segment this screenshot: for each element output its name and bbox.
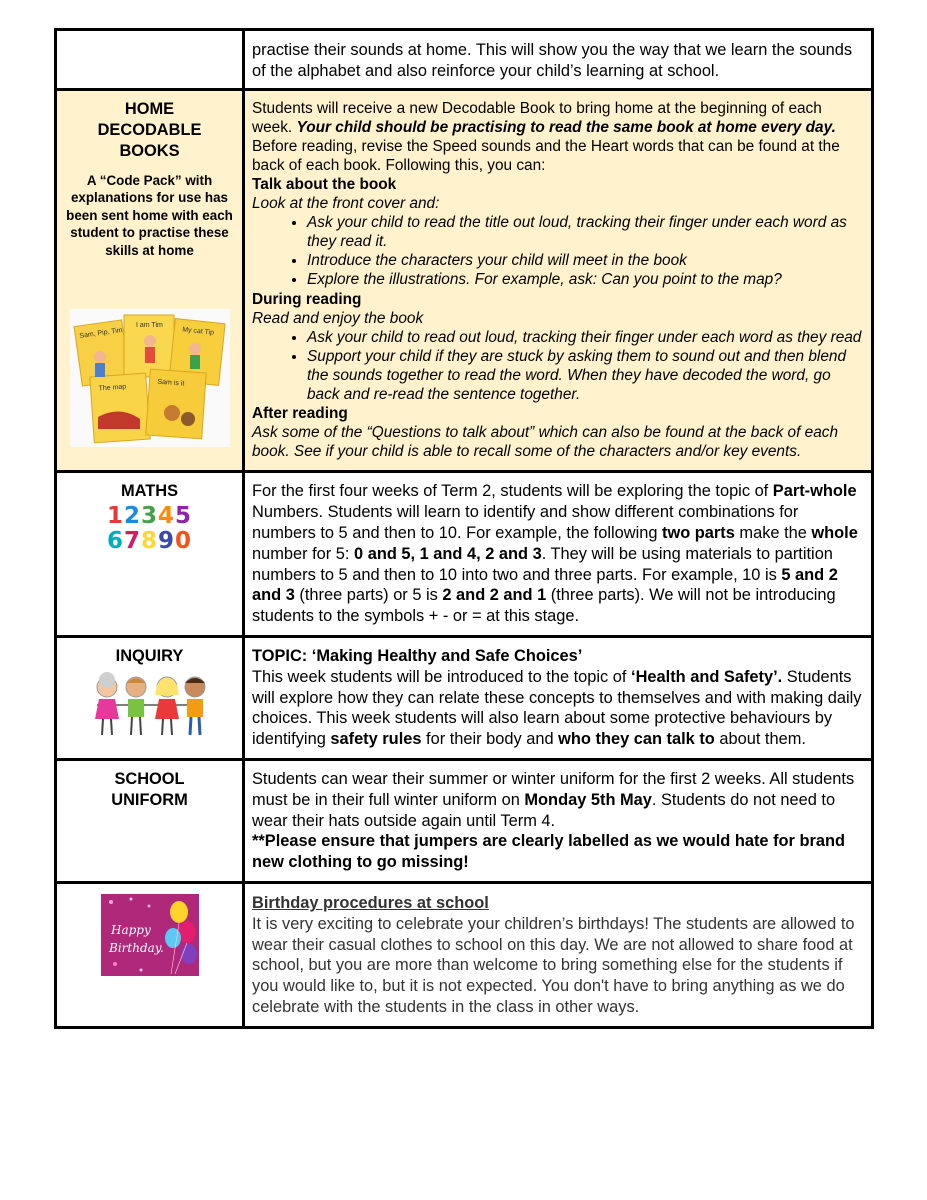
- inquiry-text: for their body and: [421, 730, 559, 749]
- decodable-intro-a: Students will receive a new Decodable Book to bring home at the beginning of each week.: [252, 99, 822, 136]
- uniform-title: SCHOOL UNIFORM: [111, 769, 188, 809]
- inquiry-text: about them.: [714, 730, 806, 749]
- inquiry-content-cell: [244, 636, 873, 759]
- inquiry-text: Students will explore how they can relate these concepts to themselves and with making daily choices. This week students will also learn about some protective behaviours by identifying: [252, 667, 862, 749]
- digits-row-2: [63, 529, 236, 554]
- maths-text: (three parts) or 5 is: [294, 586, 443, 605]
- decodable-intro-c: Before reading, revise the Speed sounds and the Heart words that can be found at the back of each book. Following this, you can:: [252, 137, 840, 174]
- maths-bold: whole: [811, 523, 858, 542]
- talk-heading: Talk about the book: [252, 175, 397, 193]
- maths-text: Numbers. Students will learn to identify and show different combinations for numbers to 5 and then to 10. For example, the following: [252, 503, 799, 542]
- digit-glyph: 1: [106, 503, 124, 530]
- list-item: • Ask your child to read out loud, tracking their finger under each word as they read: [307, 328, 864, 347]
- during-list: [252, 328, 864, 404]
- maths-label-cell: [56, 472, 244, 637]
- maths-bold: Part-whole: [772, 482, 857, 501]
- maths-bold: 5 and 2 and 3: [252, 565, 838, 605]
- uniform-body: [252, 769, 864, 831]
- empty-label-cell: [56, 30, 244, 90]
- uniform-text: Students can wear their summer or winter uniform for the first 2 weeks. All students must be in their full winter uniform on: [252, 769, 855, 809]
- maths-digits-image: [63, 504, 236, 554]
- row-birthday: [56, 882, 873, 1027]
- after-text: Ask some of the “Questions to talk about” which can also be found at the back of each book. See if your child is able to recall some of the characters and/or key events.: [252, 424, 839, 461]
- birthday-label-cell: [56, 882, 244, 1027]
- digit-glyph: 2: [123, 503, 141, 530]
- digit-glyph: 4: [158, 503, 176, 530]
- decodable-books-image: [70, 309, 230, 447]
- decodable-content-cell: [244, 89, 873, 472]
- inquiry-bold: safety rules: [330, 730, 422, 749]
- digit-glyph: 6: [106, 528, 124, 555]
- maths-title: MATHS: [120, 482, 179, 501]
- digit-glyph: 3: [140, 503, 158, 530]
- decodable-title: HOME DECODABLE BOOKS: [97, 99, 202, 160]
- talk-subheading: Look at the front cover and:: [252, 195, 440, 213]
- book-title-5: Sam is it: [156, 378, 185, 388]
- row-continuation: [56, 30, 873, 90]
- maths-content-cell: [244, 472, 873, 637]
- inquiry-bold: who they can talk to: [558, 730, 715, 749]
- digits-row-1: [63, 504, 236, 529]
- decodable-intro-b: Your child should be practising to read the same book at home every day.: [296, 118, 836, 136]
- maths-text: . They will be using materials to partition numbers to 5 and then to 10 into two and three parts. For example, 10 is: [252, 544, 833, 584]
- maths-text: number for 5:: [252, 544, 355, 563]
- inquiry-label-cell: [56, 636, 244, 759]
- list-item: • Ask your child to read the title out loud, tracking their finger under each word as they read it.: [307, 213, 864, 251]
- maths-text: make the: [734, 523, 812, 542]
- happy-birthday-card-image: [101, 894, 199, 976]
- uniform-notice: **Please ensure that jumpers are clearly labelled as we would hate for brand new clothing to go missing!: [252, 832, 846, 872]
- talk-list: [252, 213, 864, 289]
- decodable-intro: [252, 99, 864, 175]
- card-text-1: Happy: [110, 922, 151, 937]
- digit-glyph: 5: [175, 503, 193, 530]
- inquiry-text: This week students will be introduced to the topic of: [252, 667, 632, 686]
- book-title-4: The map: [97, 383, 126, 393]
- row-maths: [56, 472, 873, 637]
- book-title-1: Sam, Pip, Tim: [78, 327, 123, 341]
- during-heading: During reading: [252, 290, 362, 308]
- uniform-bold: Monday 5th May: [524, 790, 652, 809]
- birthday-content-cell: [244, 882, 873, 1027]
- book-title-3: My cat Tip: [181, 326, 214, 337]
- during-subheading: Read and enjoy the book: [252, 309, 424, 327]
- digit-glyph: 7: [123, 528, 141, 555]
- list-item: • Explore the illustrations. For example, ask: Can you point to the map?: [307, 270, 864, 289]
- birthday-text: It is very exciting to celebrate your children’s birthdays! The students are allowed to wear their casual clothes to school on this day. We are not allowed to share food at school, but you are more than welcome to bring something else for the students if you would like to, but it is not expected. You don't have to bring anything as we do celebrate with the students in the class in other ways.: [252, 914, 855, 1016]
- row-inquiry: [56, 636, 873, 759]
- code-pack-note: A “Code Pack” with explanations for use has been sent home with each student to practise these skills at home: [66, 172, 233, 258]
- maths-text: For the first four weeks of Term 2, students will be exploring the topic of: [252, 482, 773, 501]
- maths-text: (three parts). We will not be introducing students to the symbols + - or = at this stage.: [252, 586, 836, 626]
- uniform-content-cell: [244, 759, 873, 882]
- maths-bold: 0 and 5, 1 and 4, 2 and 3: [354, 544, 542, 563]
- book-title-2: I am Tim: [135, 322, 163, 330]
- maths-bold: 2 and 2 and 1: [442, 586, 547, 605]
- uniform-text: . Students do not need to wear their hats outside again until Term 4.: [252, 790, 836, 830]
- list-item: • Support your child if they are stuck by asking them to sound out and then blend the sounds together to read the word. When they have decoded the word, go back and re-read the sentence together.: [307, 347, 864, 404]
- uniform-label-cell: [56, 759, 244, 882]
- digit-glyph: 0: [175, 528, 193, 555]
- row-school-uniform: [56, 759, 873, 882]
- continuation-cell: [244, 30, 873, 90]
- after-heading: After reading: [252, 405, 348, 423]
- inquiry-body: [252, 667, 864, 750]
- card-text-2: Birthday.: [108, 940, 164, 955]
- continuation-text: practise their sounds at home. This will show you the way that we learn the sounds of the alphabet and also reinforce your child’s learning at school.: [252, 41, 853, 80]
- inquiry-topic: TOPIC: ‘Making Healthy and Safe Choices’: [252, 646, 583, 665]
- newsletter-table: [54, 28, 874, 1029]
- digit-glyph: 9: [158, 528, 176, 555]
- birthday-heading: Birthday procedures at school: [252, 893, 489, 912]
- decodable-label-cell: [56, 89, 244, 472]
- maths-bold: two parts: [662, 523, 735, 542]
- list-item: • Introduce the characters your child will meet in the book: [307, 251, 864, 270]
- inquiry-title: INQUIRY: [115, 646, 184, 665]
- children-holding-hands-image: [87, 671, 213, 741]
- row-decodable-books: [56, 89, 873, 472]
- inquiry-bold: ‘Health and Safety’.: [631, 667, 783, 686]
- digit-glyph: 8: [140, 528, 158, 555]
